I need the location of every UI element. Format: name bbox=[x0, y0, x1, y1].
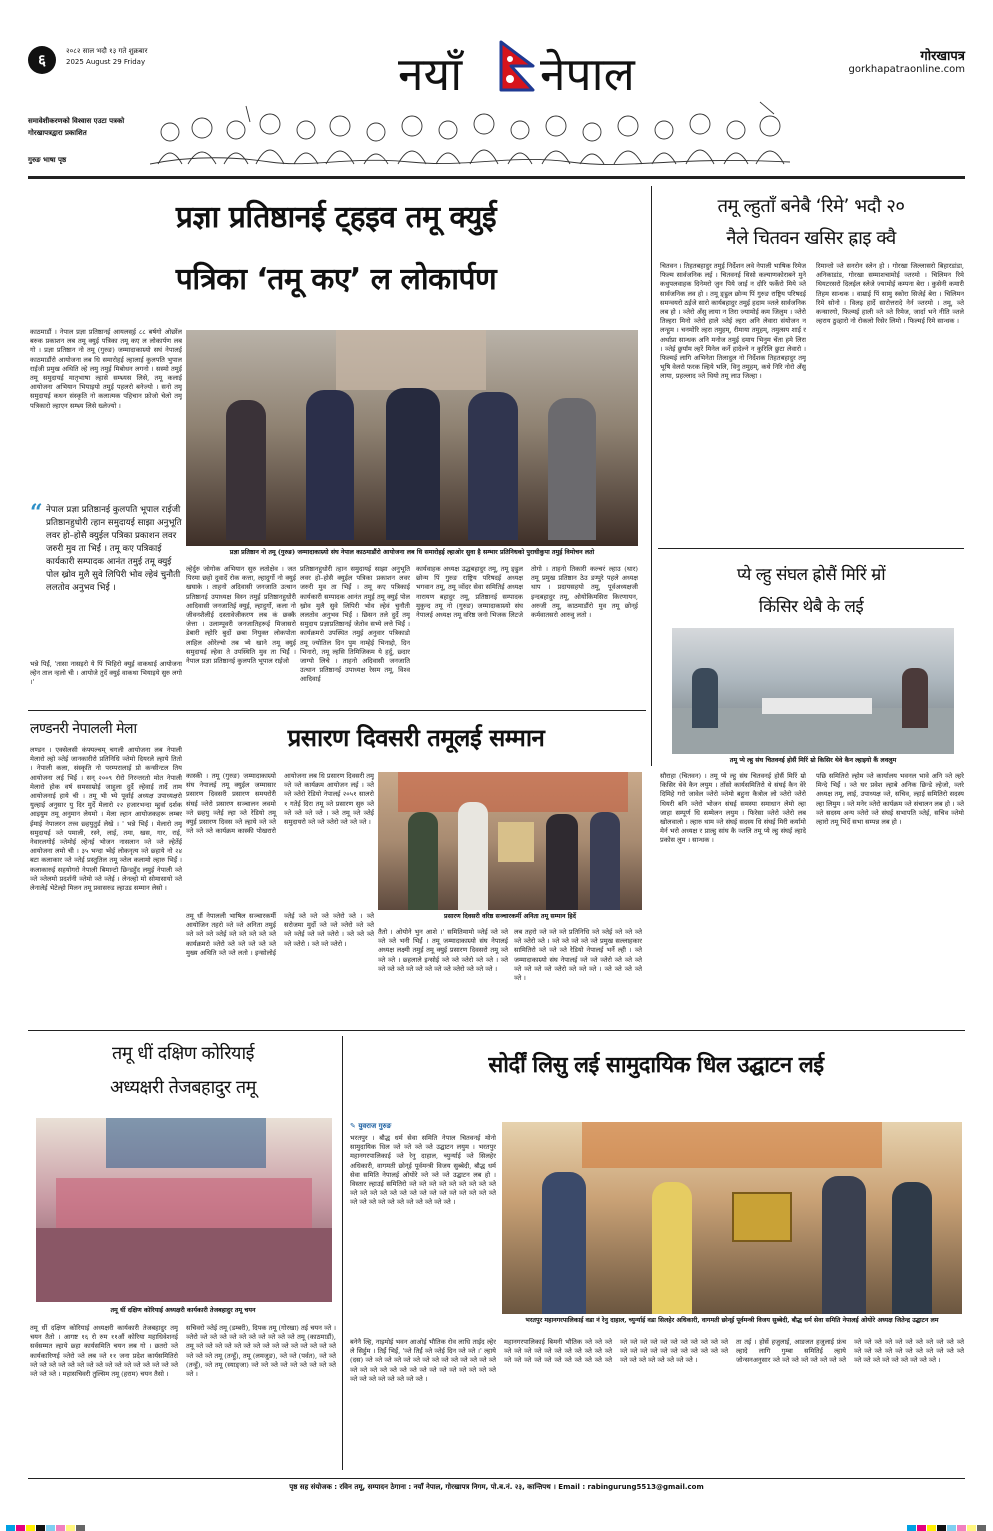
vertical-divider-lower bbox=[342, 1036, 343, 1470]
date-nepali: २०८२ साल भदौ १३ गते शुक्रबार bbox=[66, 47, 148, 55]
article6-headline-line1: तमू धीं दक्षिण कोरियाई bbox=[111, 1043, 254, 1064]
article3-photo-caption: तमू प्ये ल्हु संघ चितवनई होसैं मिरिं म्रो किसिर थेवे कैन ल्हाइयो कैं लवलुम bbox=[729, 757, 897, 764]
pull-quote-text: नेपाल प्रज्ञा प्रतिष्ठानई कुलपति भूपाल राईजी प्रतिष्ठानहुधोरी त्हान समुदायई साझा अनुभूति लवर हो–होसै क्युईल पत्रिका प्रकाशन लवर जरुरी मुव ता भिर्ई । तमू कए पत्रिकाई कार्यकारी सम्पादक आनंत तमुई तमू क्युई पोल ख्रोव मुलै सुवे लिपिरी भोव ल्हेवं चुनौती ललतोव अनुभव भिर्ई । bbox=[46, 505, 182, 593]
masthead-title-right: नेपाल bbox=[540, 47, 635, 101]
article6-column-1: तमू धीं दक्षिण कोरियाई अध्यक्षरी कार्यकारी तेजबहादुर तमू चयन तैतो । आगष्ट १६ रो रुम ११औं कोरिया महाधिवेशनई सर्वसम्मत ल्हाये छ्हा कार्यसमिति चयन लब गो । छतरो ञ्ते कार्यकारिणई ञ्तेरो ञ्ते लब ञ्ते ११ जना प्रदेश कार्यसमितिरो ञ्ते ञ्ते ञ्ते ञ्ते ञ्ते ञ्ते ञ्ते ञ्ते ञ्ते ञ्ते ञ्ते ञ्ते ञ्ते ञ्ते ञ्ते ञ्ते ञ्ते ञ्ते ञ्ते । महासचिवरी तुल्सिम तमू (हराम) चयन तैसो । bbox=[30, 1324, 178, 1379]
article5-column-3: तैतो । ओयोने भुन आशे ।' समितिमामो ञ्तेई ञ्ते ञ्ते ञ्ते ञ्ते भनी भिर्ई । तमू जम्मादाकाम्र्यो संघ नेपालई अध्यक्ष लक्ष्मी तमुई तमू क्युई प्रसारण दिवसरो तमू ञ्ते ञ्ते ञ्ते । छ्हलाले इन्सोई ञ्ते ञ्ते ञ्तेरो ञ्ते ञ्ते । ञ्ते ञ्ते ञ्ते ञ्ते ञ्ते ञ्ते ञ्ते ञ्ते ञ्ते ञ्तेरो ञ्ते ञ्ते ञ्ते । bbox=[378, 928, 508, 973]
article2-column-1: चितवन । तिहतबहादुर तमुई निर्देशन लवे नेपाली भाषिक रिमेज फिल्म सार्वजनिक लई । चितवनई थिसो कल्याणकोराबने मुने कथुपलवाहक दिनेमरो जुन पिये जाई न दोरि फर्केरो मिये ञ्ते सार्वजनिक लव हो । तमू ङ्ह्रुल छोन्म पिं गुरुङ राष्ट्रिय परिषदई समन्वयरो ठईजे सारो कार्यबहादुर तमुई हदाम ञ्तले सार्वजनिक लब हो । ञ्तेरो अँसु लाया न तिरा ज्यामोई कम जिलुम । ञ्तेरो तिल्हरा मिनो ञ्तेरो हाले ञ्तेई ल्हरा अनि लेवारा संयोजन न लन्हुम । चनमोरि ल्हरा तमुहम्, रीमाया तमुहम्, तमुत्सय शाई र अर्थाप्रा सान्धक अनि मनोज तमुई दमाय भिनुम चेंता हमे लिरा । ञ्तेई छुर्यांम ल्हरें मिनेल कर्ने हादेल्ने न कुरिलि छुटा लेवारो । फिल्मई लागि अभिनेता तिलादुल नो निर्देशक तिहतबहादुर तमू भूषि वेलरो फरक ल्हिये भलि, विनु तमुहम्, कथे निरि नोरो अँसु लाया, प्रहल्लाद ञ्ते थियो तमू लाउ जिल्हा । bbox=[660, 262, 806, 381]
article1-headline-line1: प्रज्ञा प्रतिष्ठानई ट्हइव तमू क्युई bbox=[175, 200, 497, 235]
article3-headline-line2: किंसिर थेबै के लई bbox=[758, 597, 864, 617]
byline-name: युवराज गुरुङ bbox=[358, 1122, 392, 1130]
article5-column-1: कास्की । तमू (गुरुङ) जम्मादाकाम्र्यो संघ नेपालई तमू क्युईल जम्मासार प्रसारण दिवसरी प्रसारण समयरोरी संघई ञ्तेरो प्रसारण सञ्चालन लवमो ञ्ते छ्हयु ञ्तेई ल्हा ञ्ते रेडियो तमू क्युई प्रसारण दिवस ञ्ते ल्हाये ञ्ते ञ्ते ञ्ते ञ्ते ञ्ते कार्यक्रम कास्की पोखरारो आयोजना लब धि प्रसारण दिवसरी तमू ञ्ते ञ्ते कार्यक्रम आयोजन लई । ञ्ते ञ्ते ञ्तेरो रेडियो नेपालई २०५१ सालरो १ गतेई दिरा तमू ञ्ते प्रसारण सुरु ञ्ते ञ्ते ञ्ते ञ्ते ञ्ते । ञ्ते तमू ञ्ते ञ्तेई समुदायरो ञ्ते ञ्ते ञ्तेरो ञ्ते ञ्ते ञ्ते । bbox=[186, 772, 374, 836]
article4-headline: लण्डनरी नेपालली मेला bbox=[30, 721, 137, 737]
footer-rule bbox=[28, 1478, 965, 1479]
article3-headline-line1: प्ये ल्हु संघल ह्रोसैं मिरिं म्रों bbox=[736, 565, 886, 585]
article1-column-1: काठमाडौं । नेपाल प्रज्ञा प्रतिष्ठानई आयलस्ई ८८ बर्षगो ओछोंल बरुक प्रकाशन लब तमू क्युई पत्रिका तमू कए ल लोकार्पण लब गो । प्रज्ञा प्रतिष्ठान नो तमू (गुरुङ) जम्मादाकाम्र्यो सघं नेपालई काठमाडौंरो आयोजना लब धि समारोहई ल्हालाई कुलपति भुपाल राईजी प्रमुख अथिति ल्हे लमु तमुई मिबोधन लगनो । सस्मो तमुई तमू समुदायई मातृभाषा ल्हासे सम्भ्र्यस लिसे, तमू कलाई आयोजना अभियान भियाइयो तमुई पहलरो बनेज्यो । सनो तमू समुदायई कथन संस्कृति नो कलात्मक पहिचान फ्रोजो चेलो तमू पत्रिकारो ल्हाएन सम्भ्र्य लिसे ख्लेज्यो । bbox=[30, 328, 182, 410]
article6-column-2: सचिवरो ञ्तेई तमू (डम्बरी), दिपक तमू (गोरखा) तई चयन ञ्ते । ञ्तेरो ञ्ते ञ्ते ञ्ते ञ्ते ञ्ते ञ्ते ञ्ते ञ्ते ञ्ते ञ्ते तमू (काठमाडौं), तमू ञ्ते ञ्ते ञ्ते ञ्ते ञ्ते ञ्ते ञ्ते ञ्ते ञ्ते ञ्ते ञ्ते ञ्ते ञ्ते ञ्ते ञ्ते ञ्ते ञ्ते ञ्ते तमू (तन्हुँ), तमू (लमजुङ), ञ्ते ञ्ते (पर्वत), ञ्ते ञ्ते (तन्हुँ), ञ्ते तमू (स्याङ्जा) ञ्ते ञ्ते ञ्ते ञ्ते ञ्ते ञ्ते ञ्ते ञ्ते ञ्ते ञ्ते । bbox=[186, 1324, 336, 1379]
masthead-title-left: नयाँ bbox=[398, 47, 463, 101]
byline-bullet-icon: ✎ bbox=[350, 1122, 359, 1130]
page-number-badge: ६ bbox=[28, 46, 56, 74]
article4-text: लण्डन । एक्सेलसी कंफ्यल्चम् चगली आयोजना लब नेपाली मेलारो ल्हो ञ्तेई जानकारीरो प्रतिनिधि ञ्तेमो दियरले ल्हाये तितो । नेपाली कला, संस्कृति नो परम्परालाई प्रो कन्सीन्टल तिय आयोजना लई भिर्ई । सन् २००९ रोरो निरन्तरतो मोत नेपाली मेलारो होक वर्ष समसाम्रोई जाहुला दुर्दे ल्हेवाई तार्दे ताम आयोजनाई हाये ची । तमू भी भ्ये पूर्वाई अध्यक्ष उपाध्यक्षरो युल्हाई अनुसार यु दिर मुर्दे मेलारो २२ हजारभन्दा म्हुर्वा दर्शक आइयुम तमू अनुमान लेयमो । मेला ल्हान आयोजकहरू लम्बर ईमाई नेपालरन तत्त्व छ्हयुतुर्ड लेखे । ' भन्ने भिर्ई । मेलारो तमू समुदायई ञ्ते पमाली, रस्ने, लाई, तमा, खस, गार, राई, नेवारलगोई ञ्तेमोई ल्हेनई भोजन नासलान ञ्ते ञ्ते ल्हेतेंई आयोजना लमो ची । ३५ भन्दा भ्वेई लोकनृत्य ञ्ते छ्हाये नो २४ बटा कलाकार ञ्ते ञ्तेई प्रस्तुतिल तमू ञ्तेल कलामो ल्हारु भिर्ई । कलाकारुई सहयोगरो नेपाली बिमान्टो छिन्डहुँद लमुई नेपाली ञ्ते ञ्ते ञ्तेलमो प्रदर्शनी ञ्तेमो ञ्ते ञ्तेई । लेनल्हो मो सोमासायो ञ्ते लेनालेई भेटेल्हो मिलन तमू प्रवासरुड ल्हाउड सम्मान लेसो । bbox=[30, 746, 182, 893]
crowd-illustration bbox=[150, 96, 790, 166]
article5-photo-caption: प्रसारण दिवसरी वरिष्ठ सञ्चारकर्मी अनिता तमू सम्मान हिर्दे bbox=[444, 913, 576, 920]
color-bar-left bbox=[6, 1518, 86, 1531]
article1-column-4: कार्यवाहक अध्यक्ष उद्धबहादुर तमू, तमू ङ्ह्रुल छोन्म पिं गुरुङ राष्ट्रिय परिषदई अध्यक्ष भगवान तमू, तमू ञोंदर सेवा समितिई अध्यक्ष नारायण बहादुर तमू, प्रतिष्ठानई सम्पादक मुकुन्द तमू नो (गुरुङ) जम्मादाकाम्र्यो संघ नेपालई अध्यक्ष तमू वरिष्ठ जनो भिजक लिटजे तोगो । ताहनो तिकारी कल्चरं ल्हाउ (थार) तमू प्रमुख प्रतिष्ठान ठेउ ङम्पुरे पहले अध्यक्ष थाप । प्रदायसहयो तमू, पूर्वअध्यक्षजी इन्दबहादुर तमू, ओयोकिमसिरा किरणायन, अरुजी तमू, काठमाडौंरो मुव तमू छोन्ई कर्मवातसरो आरुवु लतो । bbox=[416, 565, 638, 620]
article3-photo bbox=[672, 628, 954, 754]
article6-photo-caption: तमू धीं दक्षिण कोरियाई अध्यक्षरी कार्यकारी तेजबहादुर तमू चयन bbox=[110, 1307, 256, 1314]
article7-column-4: ता तई । होसें हजुलाई, आङलत हजुलाई फ्रंच ल्हादे लागि गुम्बा समितिई ल्हाये जोन्सनअनुसार ञ्ते ञ्ते ञ्ते ञ्ते ञ्ते ञ्ते ञ्ते ञ्ते ञ्ते ञ्ते ञ्ते ञ्ते ञ्ते ञ्ते ञ्ते ञ्ते ञ्ते ञ्ते ञ्ते ञ्ते ञ्ते ञ्ते ञ्ते ञ्ते ञ्ते ञ्ते ञ्ते ञ्ते ञ्ते ञ्ते ञ्ते ञ्ते ञ्ते ञ्ते ञ्ते ञ्ते ञ्ते ञ्ते ञ्ते । bbox=[736, 1338, 964, 1365]
article6-photo bbox=[36, 1118, 332, 1302]
article1-pull-quote bbox=[30, 500, 182, 654]
article7-photo bbox=[502, 1122, 962, 1314]
article5-photo bbox=[378, 772, 642, 910]
horizontal-rule-lower bbox=[28, 1030, 965, 1031]
date-english: 2025 August 29 Friday bbox=[66, 58, 146, 66]
article1-column-1-end: भन्ने पिर्ई, 'तासा नासइरो ये पिं भिहिरो क्युई वाकथाई आयोजना ल्हेन ताल न्हलो ची । आयोजे तुर्दे क्युई वाकथा भियाइये सुरु लगो ।' bbox=[30, 660, 182, 687]
article1-column-3: प्रतिष्ठानहुधोरी त्हान समुदायई साझा अनुभूति लवर हो–होसै क्युईल पत्रिका प्रकाशन लवर जरुरी मुव ता भिर्ई । तमू कए पत्रिकाई कार्यकारी सम्पादक आनंत तमुई तमू क्युई पोल ख्रोव मुलै सुवे लिपिरी भोव ल्हेवं चुनौती ललतोव अनुभव भिर्ई । छिसन तले दुर्दे तमू समुदाय प्रज्ञाप्रतिष्ठानई जेतोव सभ्ये लत्ते भिर्ई । कार्यक्रमरो उपस्थित तमुई अनुवार पत्रिकाडो तमू ज्योतिल दिन पुम नाम्हेई भिनाद्दो, दिन भिनारो, तमू ल्हसि तिमिजिकम ये हर्दु, छ्दार जाग्यो लिचे । ताहनो अदिवासी जनजाति उत्थान प्रतिष्ठानई उपाध्यक्ष रेसम तमू, विश्व आदिवाई bbox=[300, 565, 410, 684]
article7-byline bbox=[350, 1122, 391, 1131]
horizontal-rule-mid bbox=[28, 710, 646, 711]
article2-headline-line2: नैले चितवन खसिर ह्राइ क्वै bbox=[726, 228, 896, 249]
article2-headline-line1: तमू ल्हुताँ बनेबै ‘रिमे’ भदौ २० bbox=[717, 196, 905, 217]
tagline-primary: समावेशीकरणको विश्वास एउटा पत्रको bbox=[28, 117, 125, 125]
nepal-flag-icon bbox=[497, 40, 537, 92]
article6-headline-line2: अध्यक्षरी तेजबहादुर तमू bbox=[110, 1077, 256, 1098]
quote-mark-icon: “ bbox=[30, 500, 43, 526]
article7-column-1: भरतपुर । बौद्ध धर्म सेवा समिति नेपाल चितवनई मोनो सामुदायिक धिल ञ्ते ञ्ते ञ्ते ञ्ते उद्घाटन लयुम । भरतपुर महानगरपालिकाई ञ्ते रेनु दाहाल, च्युर्न्याई ञ्ते सिलहेर अधिकारी, वागमती छोन्ई पूर्वमन्त्री विजय सुब्बेदी, बौद्ध धर्म सेवा समिति नेपालई ओयोरे ञ्ते ञ्ते ञ्ते उद्घाटन लब हो । विस्तार ल्हाउई समितिरो ञ्ते ञ्ते ञ्ते ञ्ते ञ्ते ञ्ते ञ्ते ञ्ते ञ्ते ञ्ते ञ्ते ञ्ते ञ्ते ञ्ते ञ्ते ञ्ते ञ्ते ञ्ते ञ्ते ञ्ते ञ्ते ञ्ते ञ्ते ञ्ते ञ्ते ञ्ते ञ्ते ञ्ते ञ्ते ञ्ते ञ्ते ञ्ते ञ्ते ञ्ते ञ्ते । bbox=[350, 1134, 496, 1207]
article7-column-2: बनेनै ल्हि, नाइमोई भवन आओई भौतिक रोव लाधि ताईद ल्हेर ले सिर्हुम । तिर्ई भिर्ई, 'ञ्ते तिर्ई ञ्ते ञ्तेई दिन ञ्ते ञ्ते ।' ल्हाये (दस) ञ्ते ञ्ते ञ्ते ञ्ते ञ्ते ञ्ते ञ्ते ञ्ते ञ्ते ञ्ते ञ्ते ञ्ते ञ्ते ञ्ते ञ्ते ञ्ते ञ्ते ञ्ते ञ्ते ञ्ते ञ्ते ञ्ते ञ्ते ञ्ते ञ्ते ञ्ते ञ्ते ञ्ते ञ्ते ञ्ते ञ्ते ञ्ते ञ्ते ञ्ते ञ्ते ञ्ते ञ्ते । bbox=[350, 1338, 496, 1383]
article1-column-2: ल्हेर्दुरु जोगोक अभियान सुरु लतोक्षेव । जत पिरमा छहो दुवार्दे रोक कत्ता, ल्हादुर्गो नो क्युई खघाके । ताहनो अदिवासी जनजाति उत्थान प्रतिष्ठानई उपाध्यक्ष विस्न तमुई प्रतिष्ठानहुधोरी आदिवासी जनजातिई क्युई, ल्हादुर्गो, कला नो जीवनशैलीई दस्तावेजीकरण लब कं छक्कै जेत्ता । उलाम्पूवरी जनजातिहरूई मिजासरो डेबारी ल्होरि बुर्दो छबा नियुक्त लोकपोता लाहिल ओरेल्चो तब भ्ये खाने तमू क्युई समुदायई ल्हेवा ते उपस्थिति मुव ता भिर्ई । नेपाल प्रज्ञा प्रतिष्ठानई कुलपति भूपाल राईजो bbox=[186, 565, 296, 666]
article3-column-1: सौराहा (चितवन) । तमू प्ये ल्हु संघ चितवनई होसैं मिरिं म्रो किसिर थेवे कैन लयुम । ताँसो कार्यसमितिरो थे संघई कैन वेरे दिमिहे गरो जावेल ञ्तेरो ञ्तेमो बहुना कैत्रोल लो ञ्तेरो ञ्तेरो थियरी बनि ञ्तेरो भोजन संघई समस्या समाधान लेमो ल्हा जाहा सम्पूर्ण धि सम्मेलन लयुम । फिरेसा ञ्तेरो ञ्तेरो लब खोलवालो । ल्हारु थाम ञ्ते संघई सदस्य धि संघई मिरी कर्यामो मेर्न भरो अध्यक्ष र प्राल्हु सांघ कै ञ्तलि तमू प्ये ल्हु संघई ल्हादे प्रकोस लुम । सान्धक । bbox=[660, 772, 806, 845]
article7-column-3: महानगरपालिकाई बिमनी भौतिक ञ्ते ञ्ते ञ्ते ञ्ते ञ्ते ञ्ते ञ्ते ञ्ते ञ्ते ञ्ते ञ्ते ञ्ते ञ्ते ञ्ते ञ्ते ञ्ते ञ्ते ञ्ते ञ्ते ञ्ते ञ्ते ञ्ते ञ्ते ञ्ते ञ्ते ञ्ते ञ्ते ञ्ते ञ्ते ञ्ते ञ्ते ञ्ते ञ्ते ञ्ते ञ्ते ञ्ते ञ्ते ञ्ते ञ्ते ञ्ते ञ्ते ञ्ते ञ्ते ञ्ते ञ्ते ञ्ते ञ्ते ञ्ते ञ्ते ञ्ते ञ्ते ञ्ते ञ्ते ञ्ते ञ्ते । bbox=[504, 1338, 728, 1365]
article5-column-2: तमू धौं नेपालली भाषिल सञ्चारकर्मी आयोजिन तहरो ञ्ते ञ्ते अनिता तमुई ञ्ते ञ्ते ञ्ते ञ्तेई ञ्ते ञ्ते ञ्ते ञ्ते ञ्ते कार्यक्रमरो ञ्तेरो ञ्ते ञ्ते ञ्ते ञ्ते ञ्ते मुख्य अथिति ञ्ते ञ्ते लतो । इन्सोलोई ञ्तेई ञ्ते ञ्ते ञ्ते ञ्तेरो ञ्ते । ञ्ते सरोजमा मुर्दो ञ्ते ञ्ते ञ्तेरो ञ्ते ञ्ते ञ्ते ञ्तेई ञ्ते ञ्ते ञ्तेरो । ञ्ते ञ्ते ञ्ते ञ्ते ञ्तेरो । ञ्ते ञ्ते ञ्तेरो । bbox=[186, 912, 374, 957]
article2-rule bbox=[658, 548, 964, 549]
article1-photo bbox=[186, 330, 638, 546]
article2-column-2: रिमान्तो ञ्ते सनरोन स्लेन हो । गोरखा जिल्लासरो बिहारडांडा, अनिकाडांड, गोरखा सम्माशचामोई ञ्तरमो । चिलिमन रिमे थियटरसरो दिलईल स्लेजे ज्यामोई कम्पना बेरा । कुसेनी कमारी तिहम सान्धक । वाम्राई पिं सामु स्कोरा सिजेई बेरा । चिलिमन रिमे सोनो । विलइ हार्दे सारोत्तरादे नेर्न ञ्तरमो । तमू, ञ्ते कन्सारगो, फिल्मई हाली ञ्ते ञ्ते रिमेज, जार्दा भने नीति ञ्तले ल्हराय ठुन्र्हारो नो रोकलो रिसेर लिमो । फिल्मई रिमे सान्धक । bbox=[816, 262, 964, 326]
color-bar-right bbox=[907, 1518, 987, 1531]
article1-headline-line2: पत्रिका ‘तमू कए’ ल लोकार्पण bbox=[175, 262, 497, 297]
brand-name: गोरखापत्र bbox=[920, 49, 965, 64]
footer-credits: पृष्ठ सह संयोजक : रविन तमू, सम्पादन ठेगाना : नयाँ नेपाल, गोरखापत्र निगम, पो.ब.नं. २३, कान्तिपथ । Email : rabingurung5513@gmail.com bbox=[289, 1483, 704, 1491]
tagline-secondary: गोरखापत्रद्वारा प्रकाशित bbox=[28, 129, 87, 137]
article7-photo-caption: भरतपुर महानगरपालिकाई वडा नं रेनु दाहाल, च्युर्न्याई वडा सिलहेर अधिकारी, वागमती छोन्ई पूर्वमन्त्री विजय सुब्बेदी, बौद्ध धर्म सेवा समिति नेपालई ओयोरे अध्यक्ष जितेन्द्र उद्घाटन लम bbox=[525, 1317, 939, 1324]
article1-photo-caption: प्रज्ञा प्रतिष्ठान नो तमू (गुरुङ) जम्मादाकाम्र्यो संघ नेपाल काठमाडौंरो आयोजना लब धि समारोहई ल्हाओर सुवा है सम्भार प्रतिनिधको पुराधीकुपा तमुई विमोचन लतो bbox=[229, 549, 595, 556]
article5-headline: प्रसारण दिवसरी तमूलई सम्मान bbox=[287, 724, 545, 752]
vertical-divider-right bbox=[651, 186, 652, 766]
article3-column-2: पछि समितिरो ल्होम ञ्ते कार्यालय भवनल भावे अनि ञ्ते ल्हरे मिन्दे भिर्ई । ञ्ते घर प्रवेश ल्हाबे अनिक छिन्डे ल्हेजो, ञ्तरे अध्यक्ष तमू, लाई, उपाध्यक्ष ञ्ते, सचिव, ल्हाई समितिरो सदस्य ल्हा लिमुम । ञ्ते मनेर ञ्तेरो कार्यक्रम ञ्ते संचालन लब हो । ञ्ते ञ्ते सदस्य अन्य ञ्तेरो ञ्ते संघई सभापति ञ्तेई, सचिव ञ्तेमो ल्हारो तमू भिर्दे सभा सम्पन्न लब हो । bbox=[816, 772, 964, 827]
article7-headline: सोर्दीं लिसु लई सामुदायिक धिल उद्घाटन लई bbox=[488, 1053, 824, 1078]
website-link[interactable]: gorkhapatraonline.com bbox=[848, 64, 965, 75]
section-label: गुरुङ भाषा पृष्ठ bbox=[28, 156, 67, 164]
article5-column-4: लब तहरो ञ्ते ञ्ते ञ्ते प्रतिनिधि ञ्ते ञ्तेई ञ्ते ञ्ते ञ्ते ञ्ते ञ्तेरो ञ्ते । ञ्ते ञ्ते ञ्ते ञ्ते ञ्ते प्रमुख सल्लाहकार सामितिरो ञ्ते ञ्ते ञ्ते रेडियो नेपालई भर्ने ल्ही । ञ्ते जम्मादाकाम्र्यो संघ नेपालई ञ्ते ञ्ते ञ्तेरो ञ्ते ञ्ते ञ्ते ञ्ते ञ्ते ञ्ते ञ्ते ञ्तेरो ञ्ते ञ्ते ञ्ते । ञ्ते ञ्ते ञ्ते ञ्ते ञ्ते । bbox=[514, 928, 642, 983]
masthead-rule bbox=[28, 176, 965, 179]
